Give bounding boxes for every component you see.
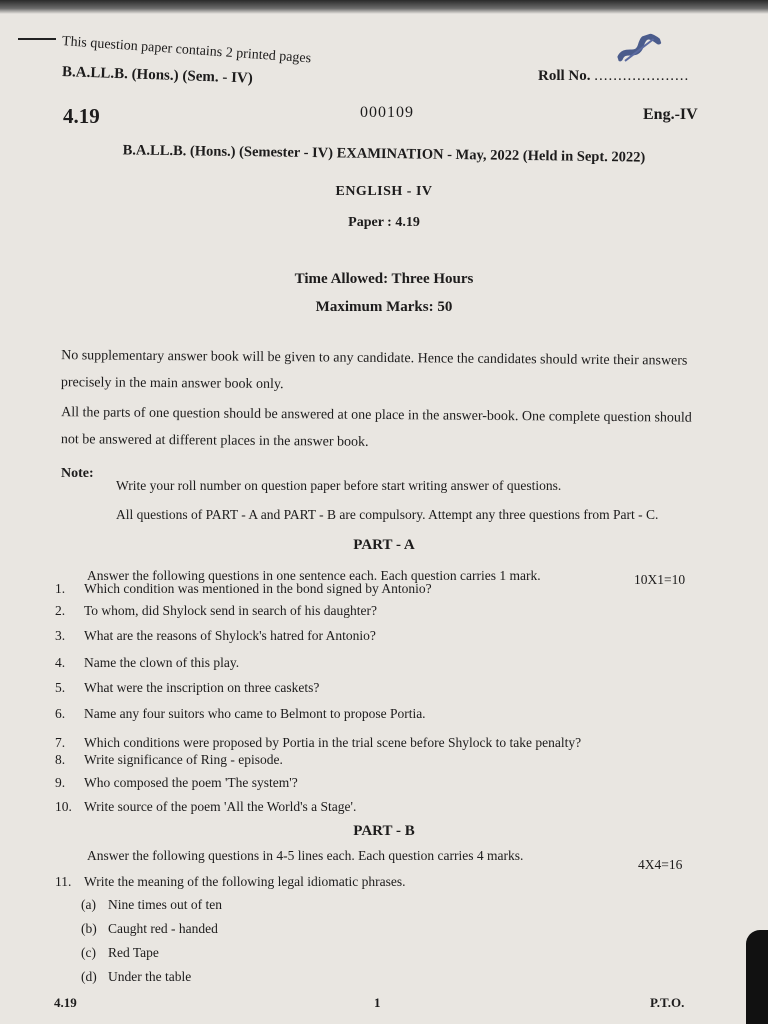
footer-pto: P.T.O. bbox=[650, 995, 685, 1010]
subquestion-text: Caught red - handed bbox=[108, 921, 218, 936]
part-b-title: PART - B bbox=[353, 823, 415, 839]
subquestion-label: (a) bbox=[81, 897, 96, 912]
question-text: Write the meaning of the following legal idiomatic phrases. bbox=[84, 874, 406, 889]
question-9 bbox=[55, 775, 298, 791]
subquestion-d bbox=[81, 969, 191, 985]
subquestion-label: (d) bbox=[81, 969, 97, 984]
question-4 bbox=[55, 655, 239, 671]
subquestion-a bbox=[81, 897, 222, 913]
question-number: 4. bbox=[55, 655, 66, 670]
question-10 bbox=[55, 799, 356, 815]
question-7 bbox=[55, 735, 581, 751]
question-text: Name the clown of this play. bbox=[84, 655, 240, 670]
question-text: To whom, did Shylock send in search of his daughter? bbox=[84, 603, 377, 618]
time-allowed: Time Allowed: Three Hours bbox=[294, 271, 474, 287]
question-number: 2. bbox=[55, 603, 66, 618]
maximum-marks: Maximum Marks: 50 bbox=[315, 299, 453, 315]
question-number: 11. bbox=[55, 874, 72, 889]
subquestion-b bbox=[81, 921, 218, 937]
instruction-one-place: All the parts of one question should be answered at one place in the answer-book. One complete question should not be answered at different places in the answer book. bbox=[60, 405, 692, 450]
part-a-title: PART - A bbox=[353, 537, 415, 553]
question-number: 10. bbox=[55, 799, 72, 814]
roll-label: Roll No. bbox=[538, 68, 591, 84]
question-number: 8. bbox=[55, 752, 66, 767]
photo-corner-shadow bbox=[746, 930, 768, 1024]
paper-code: 4.19 bbox=[63, 104, 100, 128]
roll-dots: .................... bbox=[594, 68, 690, 84]
photo-top-edge bbox=[0, 0, 768, 14]
question-3 bbox=[55, 628, 376, 644]
question-text: Which condition was mentioned in the bond signed by Antonio? bbox=[84, 581, 432, 596]
subquestion-text: Under the table bbox=[108, 969, 192, 984]
instruction-supplementary: No supplementary answer book will be given to any candidate. Hence the candidates should write their answers precisely in the main answer book only. bbox=[60, 348, 688, 393]
question-number: 9. bbox=[55, 775, 66, 790]
question-number: 3. bbox=[55, 628, 66, 643]
question-text: Which conditions were proposed by Portia in the trial scene before Shylock to take penalty? bbox=[84, 735, 582, 750]
note-roll-number: Write your roll number on question paper before start writing answer of questions. bbox=[116, 478, 562, 493]
part-b-marks: 4X4=16 bbox=[638, 857, 683, 872]
question-8 bbox=[55, 752, 283, 768]
question-number: 6. bbox=[55, 706, 66, 721]
question-text: What were the inscription on three caskets? bbox=[84, 680, 320, 695]
subquestion-label: (c) bbox=[81, 945, 96, 960]
question-text: Name any four suitors who came to Belmont to propose Portia. bbox=[84, 706, 426, 721]
note-compulsory: All questions of PART - A and PART - B are compulsory. Attempt any three questions from Part - C. bbox=[116, 507, 659, 522]
part-b-instruction: Answer the following questions in 4-5 lines each. Each question carries 4 marks. bbox=[87, 848, 524, 863]
subquestion-c bbox=[81, 945, 159, 961]
question-2 bbox=[55, 603, 377, 619]
paper-number: Paper : 4.19 bbox=[348, 215, 420, 230]
note-label: Note: bbox=[61, 466, 94, 481]
subject-title: ENGLISH - IV bbox=[335, 184, 433, 199]
footer-paper-code: 4.19 bbox=[54, 995, 77, 1010]
question-number: 5. bbox=[55, 680, 66, 695]
part-a-marks: 10X1=10 bbox=[634, 572, 686, 587]
question-text: What are the reasons of Shylock's hatred for Antonio? bbox=[84, 628, 376, 643]
question-text: Who composed the poem 'The system'? bbox=[84, 775, 298, 790]
exam-title: B.A.LL.B. (Hons.) (Semester - IV) EXAMINATION - May, 2022 (Held in Sept. 2022) bbox=[122, 142, 646, 166]
serial-number: 000109 bbox=[360, 104, 414, 121]
subquestion-text: Nine times out of ten bbox=[108, 897, 222, 912]
footer-page-number: 1 bbox=[374, 995, 381, 1010]
ink-scribble bbox=[614, 31, 665, 66]
subject-code: Eng.-IV bbox=[643, 106, 698, 123]
question-6 bbox=[55, 706, 426, 722]
part-a-instruction: Answer the following questions in one sentence each. Each question carries 1 mark. bbox=[87, 568, 541, 583]
question-number: 7. bbox=[55, 735, 66, 750]
question-1 bbox=[55, 581, 432, 597]
margin-dash bbox=[18, 38, 56, 40]
question-text: Write source of the poem 'All the World's a Stage'. bbox=[84, 799, 357, 814]
question-11 bbox=[55, 874, 406, 890]
course-short-title: B.A.LL.B. (Hons.) (Sem. - IV) bbox=[61, 64, 254, 87]
subquestion-text: Red Tape bbox=[108, 945, 159, 960]
question-number: 1. bbox=[55, 581, 66, 596]
printed-pages-line: This question paper contains 2 printed pages bbox=[61, 34, 312, 67]
question-text: Write significance of Ring - episode. bbox=[84, 752, 283, 767]
subquestion-label: (b) bbox=[81, 921, 97, 936]
question-5 bbox=[55, 680, 319, 696]
roll-number-field bbox=[538, 68, 689, 85]
